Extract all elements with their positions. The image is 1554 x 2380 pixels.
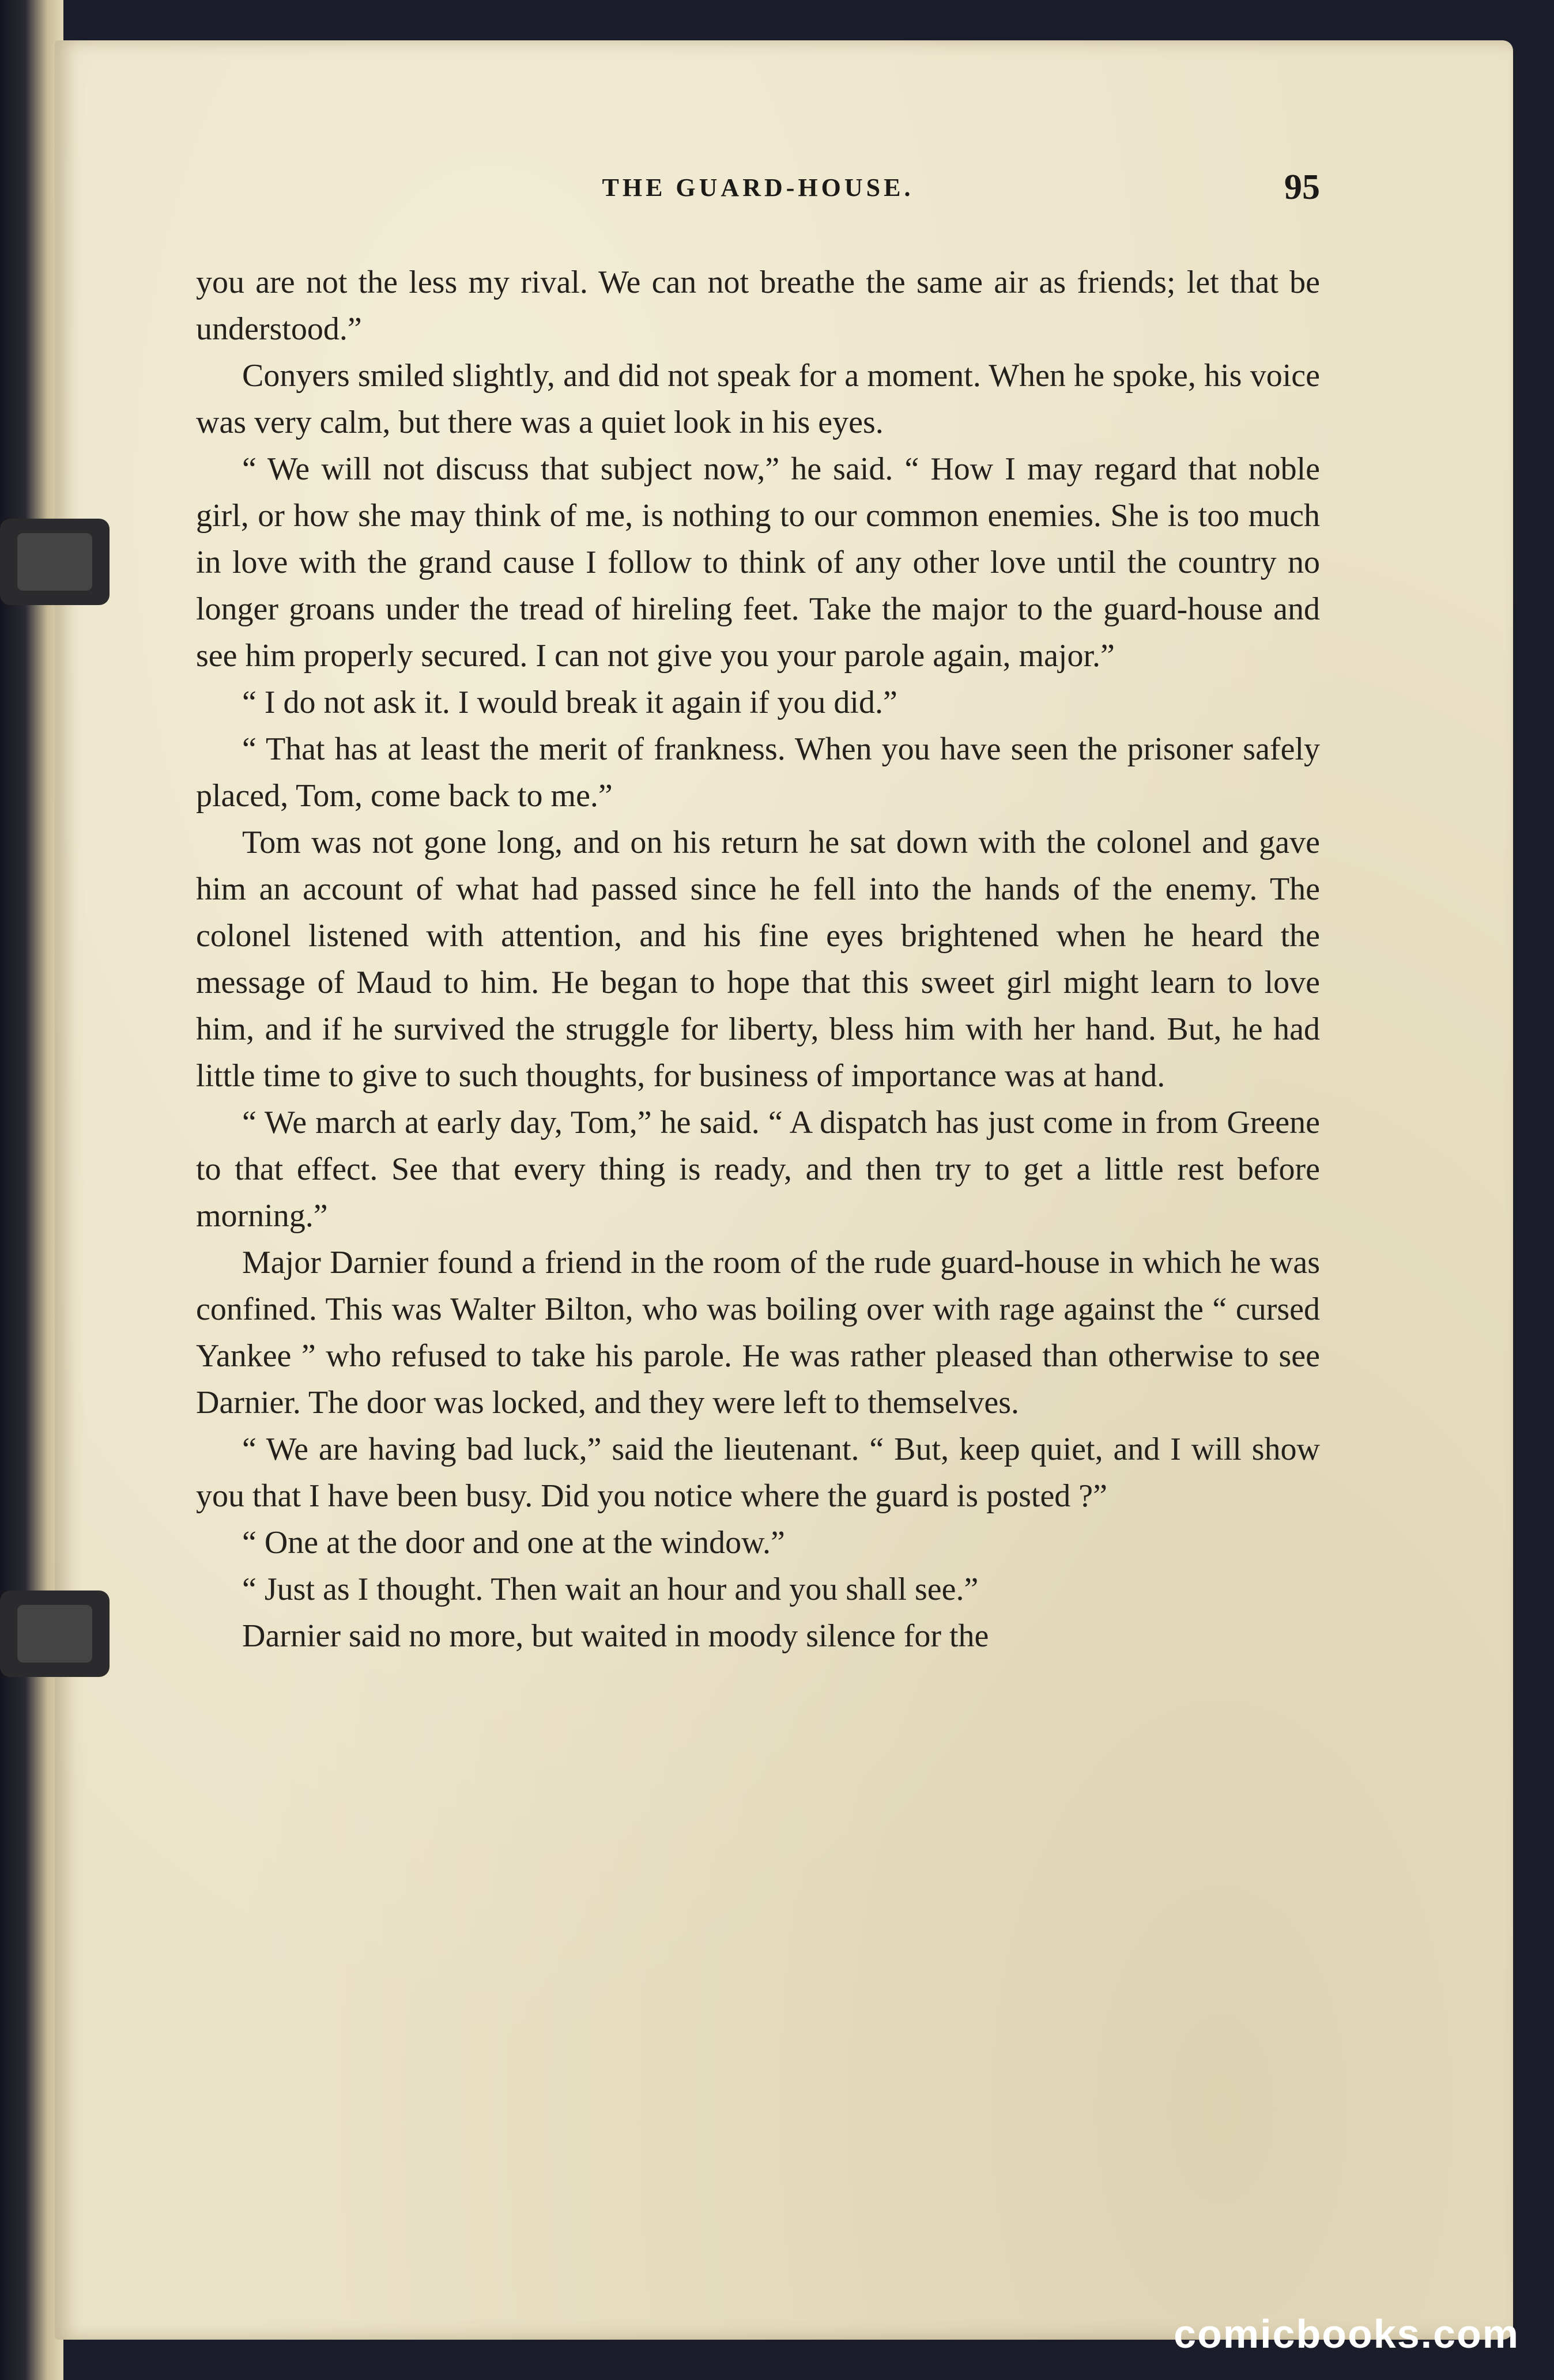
paragraph: “ Just as I thought. Then wait an hour and you shall see.” <box>242 1571 979 1607</box>
running-head: THE GUARD-HOUSE. <box>602 173 914 202</box>
paragraph: Darnier said no more, but waited in moody silence for the <box>242 1618 989 1654</box>
paragraph: “ I do not ask it. I would break it again if you did.” <box>242 685 897 720</box>
paragraph: Tom was not gone long, and on his return he sat down with the colonel and gave him an account of what had passed since he fell into the hands of the enemy. The colonel listened with attention, and his fine eyes brightened when he heard the message of Maud to him. He began to hope that this sweet girl might learn to love him, and if he survived the struggle for liberty, bless him with her hand. But, he had little time to give to such thoughts, for business of importance was at hand. <box>196 825 1320 1094</box>
paragraph: you are not the less my rival. We can not breathe the same air as friends; let that be understood.” <box>196 265 1320 347</box>
paragraph: “ We will not discuss that subject now,” he said. “ How I may regard that noble girl, or how she may think of me, is nothing to our common enemies. She is too much in love with the grand cause I follow to think of any other love until the country no longer groans under the tread of hireling feet. Take the major to the guard-house and see him properly secured. I can not give you your parole again, major.” <box>196 451 1320 674</box>
paragraph: “ One at the door and one at the window.” <box>242 1525 785 1561</box>
paragraph: “ We are having bad luck,” said the lieutenant. “ But, keep quiet, and I will show you that I have been busy. Did you notice where the guard is posted ?” <box>196 1431 1320 1514</box>
binding-staple-lower <box>0 1591 110 1677</box>
page-number: 95 <box>1284 168 1320 207</box>
paragraph: Major Darnier found a friend in the room of the rude guard-house in which he was confined. This was Walter Bilton, who was boiling over with rage against the “ cursed Yankee ” who refused to take his parole. He was rather pleased than otherwise to see Darnier. The door was locked, and they were left to themselves. <box>196 1245 1320 1421</box>
paragraph: “ We march at early day, Tom,” he said. “ A dispatch has just come in from Greene to that effect. See that every thing is ready, and then try to get a little rest before morning.” <box>196 1105 1320 1234</box>
paragraph: Conyers smiled slightly, and did not speak for a moment. When he spoke, his voice was very calm, but there was a quiet look in his eyes. <box>196 358 1320 440</box>
page-header <box>196 168 1320 219</box>
book-spine-shadow <box>0 0 63 2380</box>
binding-staple-upper <box>0 519 110 605</box>
paragraph: “ That has at least the merit of frankness. When you have seen the prisoner safely placed, Tom, come back to me.” <box>196 731 1320 814</box>
body-text <box>196 259 1320 1660</box>
watermark: comicbooks.com <box>1174 2311 1519 2356</box>
